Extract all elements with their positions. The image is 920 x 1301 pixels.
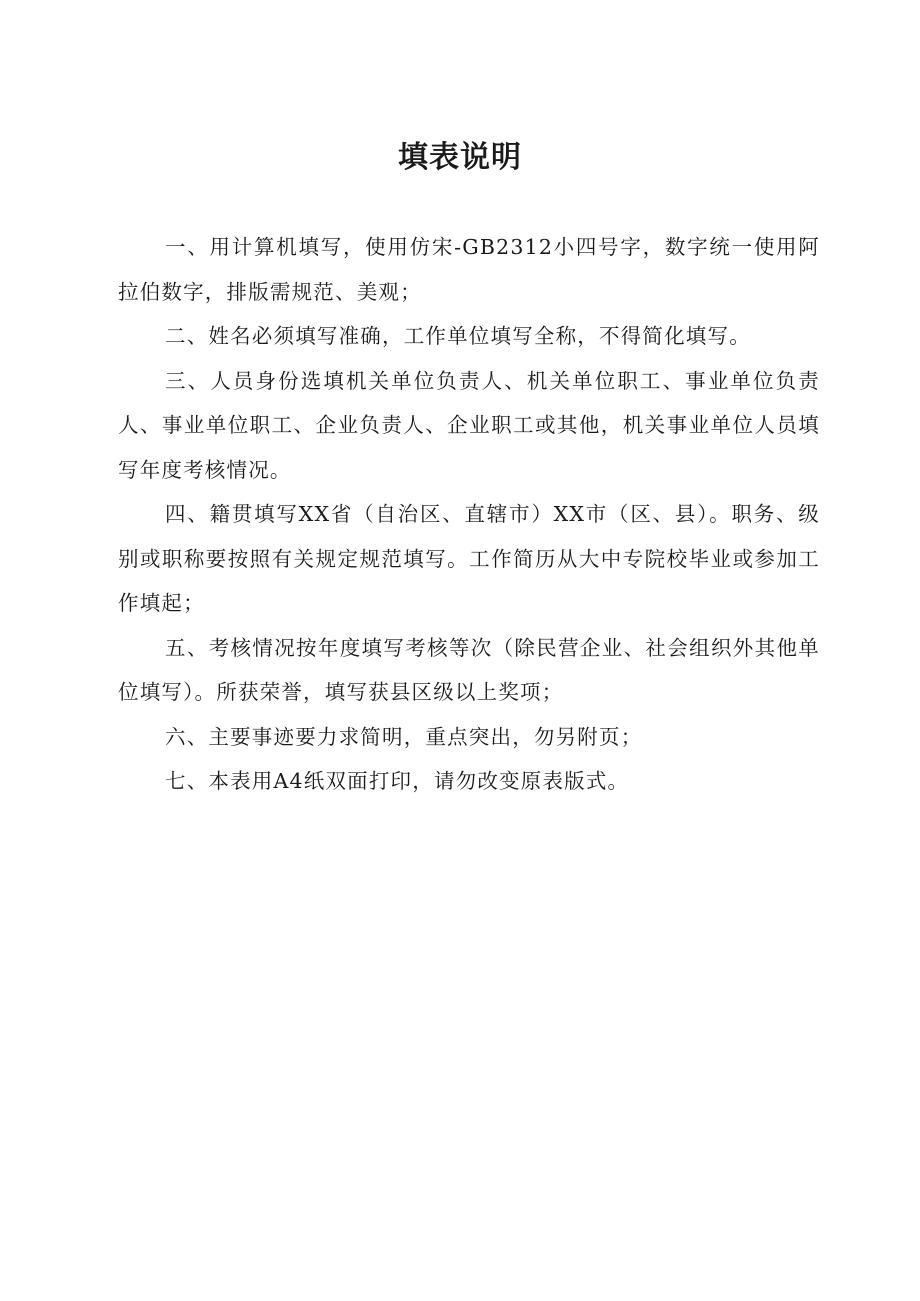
instruction-item-1: 一、用计算机填写，使用仿宋-GB2312小四号字，数字统一使用阿拉伯数字，排版需规范、美观； (118, 235, 820, 304)
instruction-item-4: 四、籍贯填写XX省（自治区、直辖市）XX市（区、县）。职务、级别或职称要按照有关规定规范填写。工作简历从大中专院校毕业或参加工作填起； (118, 502, 820, 615)
instructions-list (118, 225, 820, 804)
instruction-item-2: 二、姓名必须填写准确，工作单位填写全称，不得简化填写。 (165, 324, 751, 348)
instruction-item-3: 三、人员身份选填机关单位负责人、机关单位职工、事业单位负责人、事业单位职工、企业负责人、企业职工或其他，机关事业单位人员填写年度考核情况。 (118, 368, 820, 482)
instruction-item-6: 六、主要事迹要力求简明，重点突出，勿另附页； (165, 724, 643, 749)
instruction-item-5: 五、考核情况按年度填写考核等次（除民营企业、社会组织外其他单位填写）。所获荣誉，填写获县区级以上奖项； (118, 635, 820, 704)
page-title: 填表说明 (398, 140, 522, 175)
instruction-item-7: 七、本表用A4纸双面打印，请勿改变原表版式。 (165, 769, 630, 793)
